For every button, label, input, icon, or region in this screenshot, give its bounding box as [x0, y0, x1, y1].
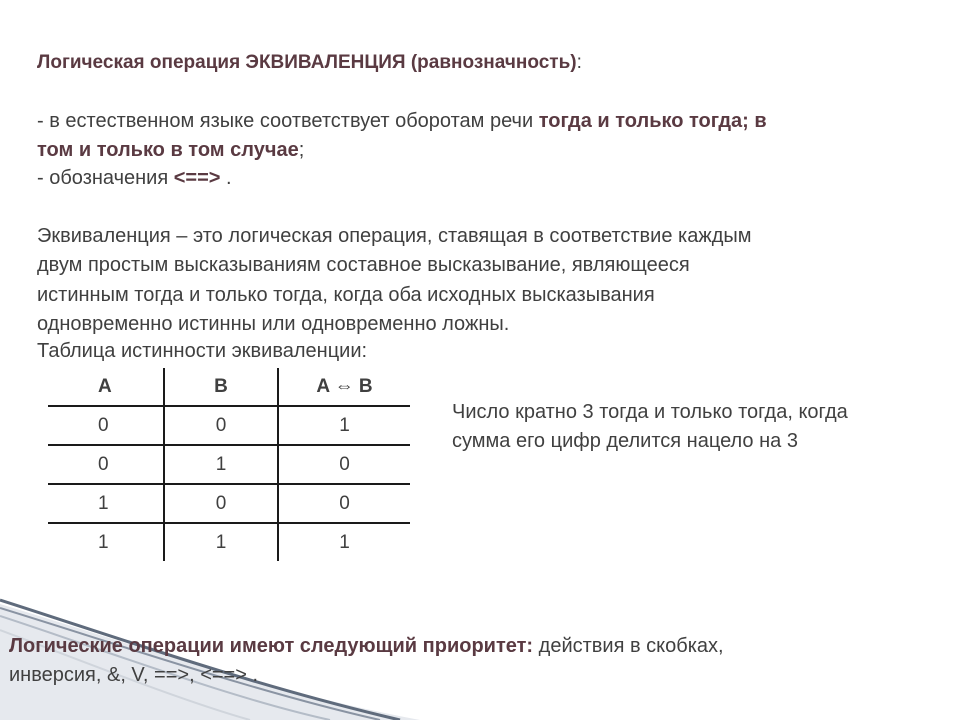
cell-a: 1 [48, 484, 164, 523]
bullet-line-1 [37, 110, 767, 133]
header-b: B [164, 368, 278, 406]
priority-note [9, 632, 724, 690]
cell-a: 1 [48, 523, 164, 561]
example-text [452, 398, 848, 456]
cell-b: 1 [164, 523, 278, 561]
table-row [48, 523, 410, 561]
example-line-1: Число кратно 3 тогда и только тогда, когда [452, 401, 848, 423]
priority-bold: Логические операции имеют следующий приоритет: [9, 635, 534, 657]
bullet-1-text: - в естественном языке соответствует оборотам речи [37, 110, 539, 132]
cell-b: 0 [164, 406, 278, 445]
priority-line-2: инверсия, &, V, ==>, <==> . [9, 664, 259, 686]
header-a: A [98, 375, 112, 397]
table-caption: Таблица истинности эквиваленции: [37, 340, 368, 362]
example-line-2: сумма его цифр делится нацело на 3 [452, 430, 798, 452]
bullet-1-bold: тогда и только тогда; в [538, 110, 767, 132]
header-a-equiv-b: A ⇔ B [316, 375, 373, 397]
definition-line-2: двум простым высказываниям составное высказывание, являющееся [37, 254, 690, 276]
cell-result: 1 [278, 523, 410, 561]
table-row [48, 406, 410, 445]
cell-result: 0 [278, 445, 410, 484]
truth-table [48, 368, 410, 561]
slide-title [37, 52, 582, 74]
slide-title-rest: : [576, 52, 582, 73]
table-row [48, 484, 410, 523]
bullet-3-text: - обозначения [37, 167, 174, 189]
table-row [48, 445, 410, 484]
cell-b: 0 [164, 484, 278, 523]
bullet-2-bold: том и только в том случае [37, 139, 299, 161]
bullet-line-2 [37, 139, 304, 162]
priority-line-1 [9, 632, 724, 661]
cell-b: 1 [164, 445, 278, 484]
bullet-line-3 [37, 167, 232, 190]
cell-a: 0 [48, 445, 164, 484]
priority-rest: действия в скобках, [533, 635, 724, 657]
equivalence-symbol: <==> [173, 167, 221, 189]
definition-line-1: Эквиваленция – это логическая операция, ставящая в соответствие каждым [37, 225, 752, 247]
definition-line-3: истинным тогда и только тогда, когда оба исходных высказывания [37, 284, 655, 306]
cell-result: 1 [278, 406, 410, 445]
bullet-2-rest: ; [298, 139, 305, 161]
table-header-row [48, 368, 410, 406]
bullet-3-rest: . [220, 167, 232, 189]
definition-line-4: одновременно истинны или одновременно ложны. [37, 313, 510, 335]
slide-title-bold: Логическая операция ЭКВИВАЛЕНЦИЯ (равнозначность) [37, 52, 577, 73]
cell-a: 0 [48, 406, 164, 445]
cell-result: 0 [278, 484, 410, 523]
